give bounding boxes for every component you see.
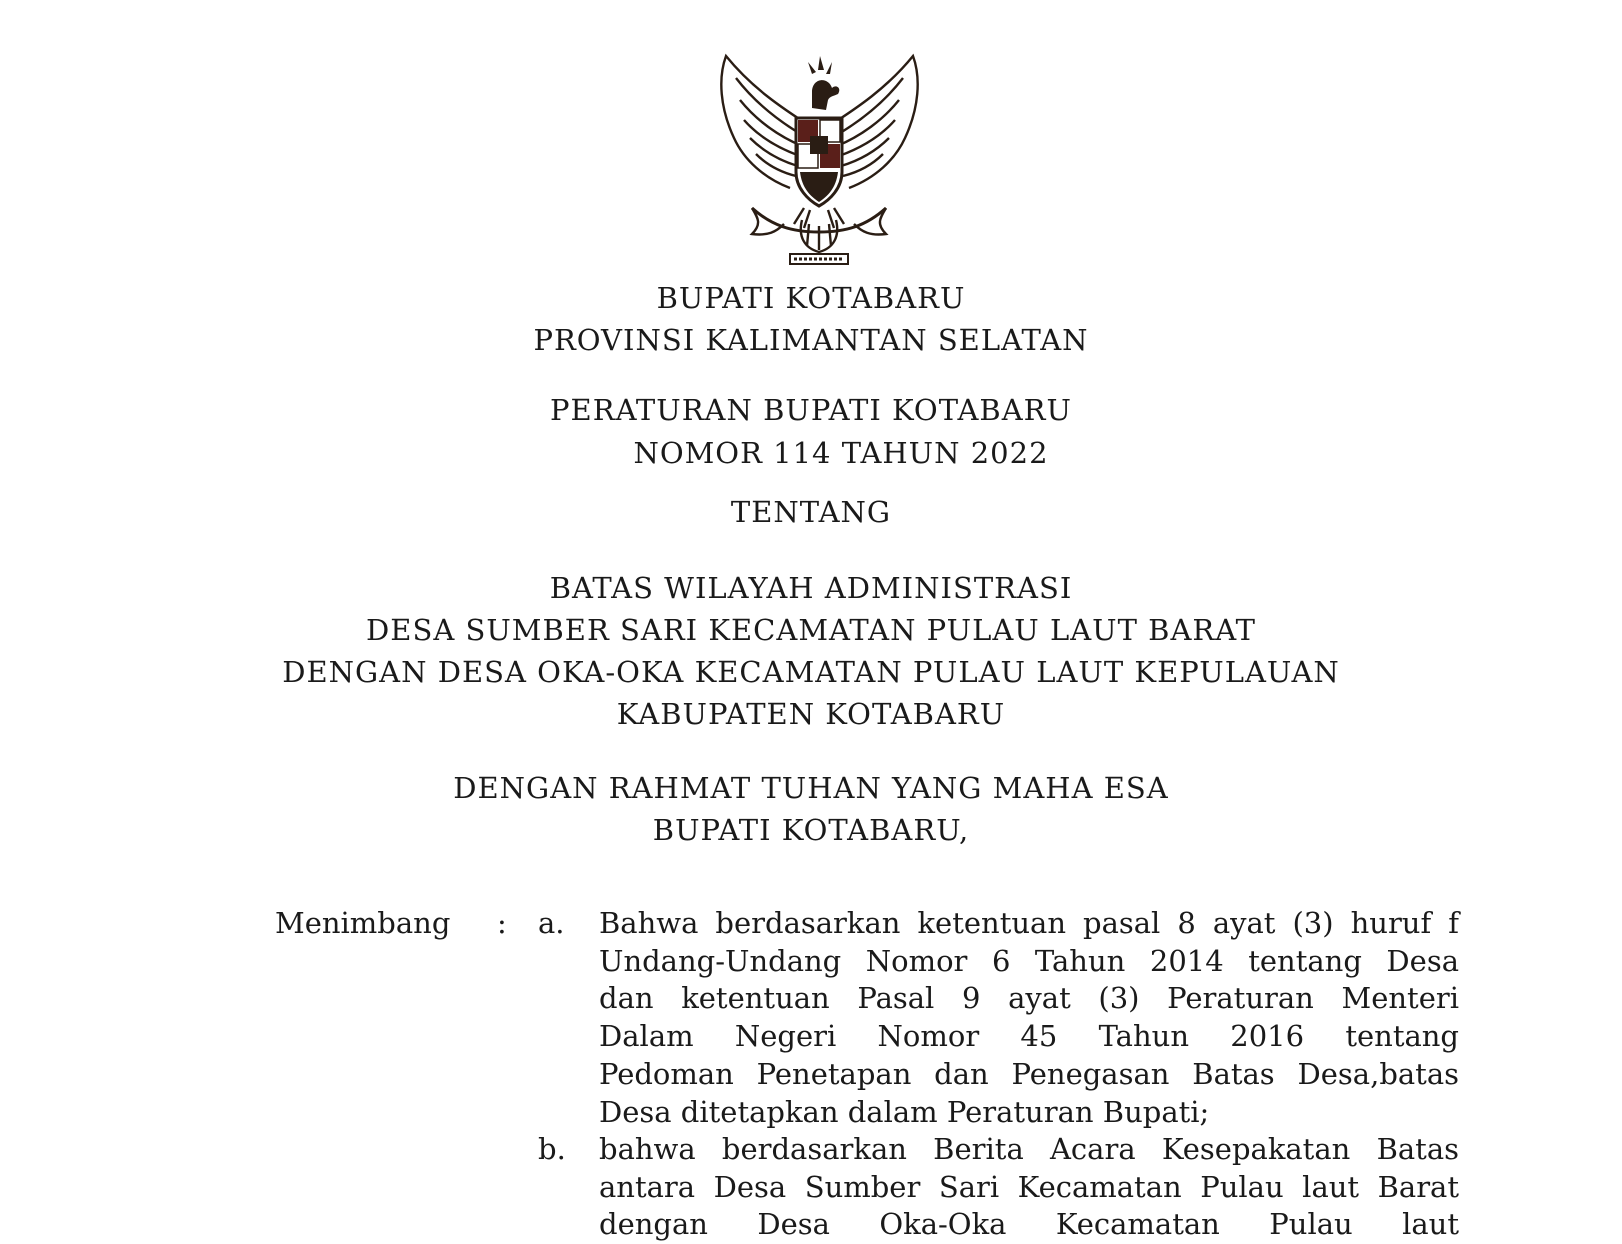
paragraph-line: Undang-Undang Nomor 6 Tahun 2014 tentang Desa [599, 943, 1459, 978]
regulation-title: PERATURAN BUPATI KOTABARU [550, 393, 1072, 427]
considering-item-b [599, 1131, 1459, 1244]
authority-line: BUPATI KOTABARU, [652, 813, 970, 847]
province-title: PROVINSI KALIMANTAN SELATAN [533, 323, 1089, 357]
paragraph-line: dengan Desa Oka-Oka Kecamatan Pulau laut [599, 1207, 1459, 1242]
paragraph-line: Pedoman Penetapan dan Penegasan Batas Desa,batas [599, 1056, 1459, 1091]
considering-label: Menimbang [275, 906, 451, 940]
item-marker: b. [538, 1132, 566, 1166]
paragraph-line: antara Desa Sumber Sari Kecamatan Pulau laut Barat [599, 1169, 1459, 1204]
regulation-number: NOMOR 114 TAHUN 2022 [633, 436, 1049, 470]
garuda-emblem-icon [712, 48, 927, 270]
subject-line: DESA SUMBER SARI KECAMATAN PULAU LAUT BARAT [366, 613, 1256, 647]
about-heading: TENTANG [730, 495, 892, 529]
office-title: BUPATI KOTABARU [656, 281, 966, 315]
subject-line: DENGAN DESA OKA-OKA KECAMATAN PULAU LAUT KEPULAUAN [282, 655, 1340, 689]
paragraph-line: Desa ditetapkan dalam Peraturan Bupati; [599, 1094, 1210, 1129]
considering-item-a [599, 905, 1459, 1131]
considering-colon: : [497, 906, 507, 940]
blessing-line: DENGAN RAHMAT TUHAN YANG MAHA ESA [453, 771, 1169, 805]
paragraph-line: dan ketentuan Pasal 9 ayat (3) Peraturan Menteri [599, 981, 1459, 1016]
item-marker: a. [538, 906, 565, 940]
paragraph-line: Bahwa berdasarkan ketentuan pasal 8 ayat (3) huruf f [599, 906, 1459, 940]
subject-line: BATAS WILAYAH ADMINISTRASI [549, 571, 1073, 605]
paragraph-line: bahwa berdasarkan Berita Acara Kesepakatan Batas [599, 1132, 1459, 1166]
paragraph-line: Dalam Negeri Nomor 45 Tahun 2016 tentang [599, 1019, 1459, 1054]
subject-line: KABUPATEN KOTABARU [616, 697, 1006, 731]
